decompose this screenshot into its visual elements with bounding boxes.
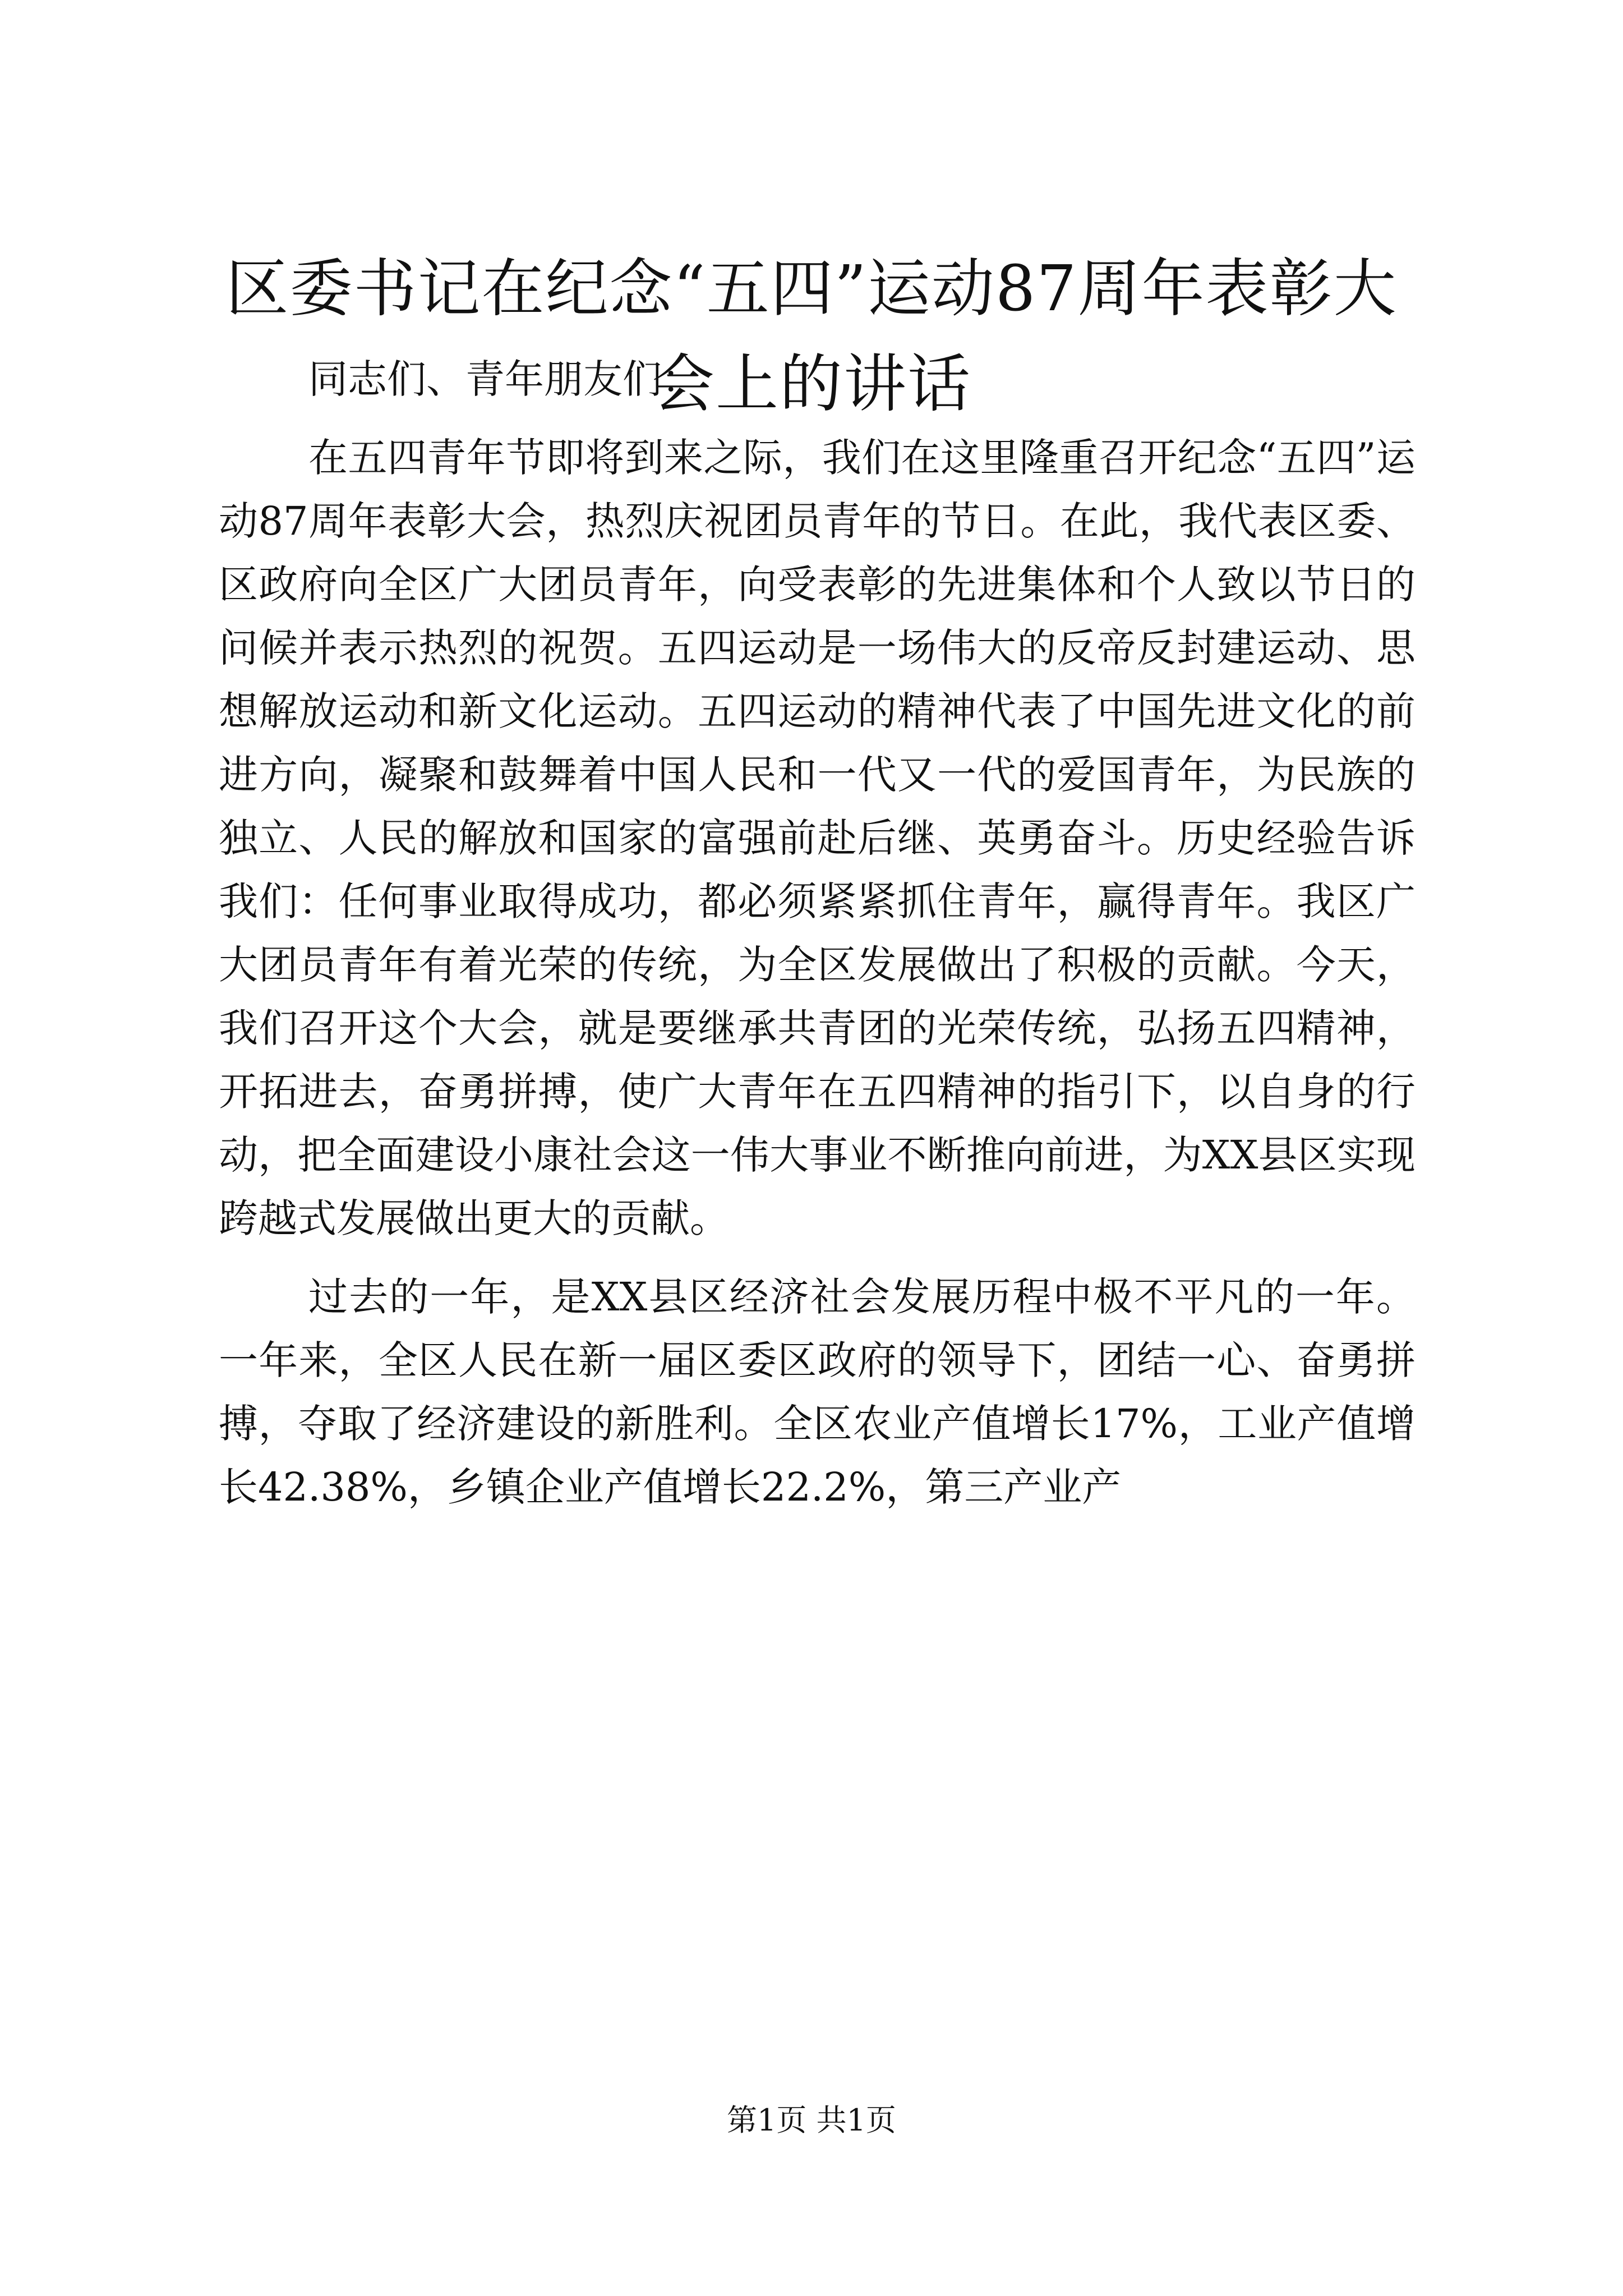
page-number-footer: 第1页 共1页 <box>727 2102 896 2138</box>
paragraph-2: 过去的一年，是XX县区经济社会发展历程中极不平凡的一年。一年来，全区人民在新一届区委区政府的领导下，团结一心、奋勇拼搏，夺取了经济建设的新胜利。全区农业产值增长17%，工业产值增长42.38%，乡镇企业产值增长22.2%，第三产业产 <box>219 1274 1415 1510</box>
salutation: 同志们、青年朋友们： <box>308 356 701 402</box>
document-body <box>219 348 1415 1534</box>
document-title: 区委书记在纪念“五四”运动87周年表彰大会上的讲话 <box>225 252 1398 421</box>
paragraph-1: 在五四青年节即将到来之际，我们在这里隆重召开纪念“五四”运动87周年表彰大会，热烈庆祝团员青年的节日。在此，我代表区委、区政府向全区广大团员青年，向受表彰的先进集体和个人致以节日的问候并表示热烈的祝贺。五四运动是一场伟大的反帝反封建运动、思想解放运动和新文化运动。五四运动的精神代表了中国先进文化的前进方向，凝聚和鼓舞着中国人民和一代又一代的爱国青年，为民族的独立、人民的解放和国家的富强前赴后继、英勇奋斗。历史经验告诉我们：任何事业取得成功，都必须紧紧抓住青年，赢得青年。我区广大团员青年有着光荣的传统，为全区发展做出了积极的贡献。今天，我们召开这个大会，就是要继承共青团的光荣传统，弘扬五四精神，开拓进去，奋勇拼搏，使广大青年在五四精神的指引下，以自身的行动，把全面建设小康社会这一伟大事业不断推向前进，为XX县区实现跨越式发展做出更大的贡献。 <box>219 435 1415 1241</box>
